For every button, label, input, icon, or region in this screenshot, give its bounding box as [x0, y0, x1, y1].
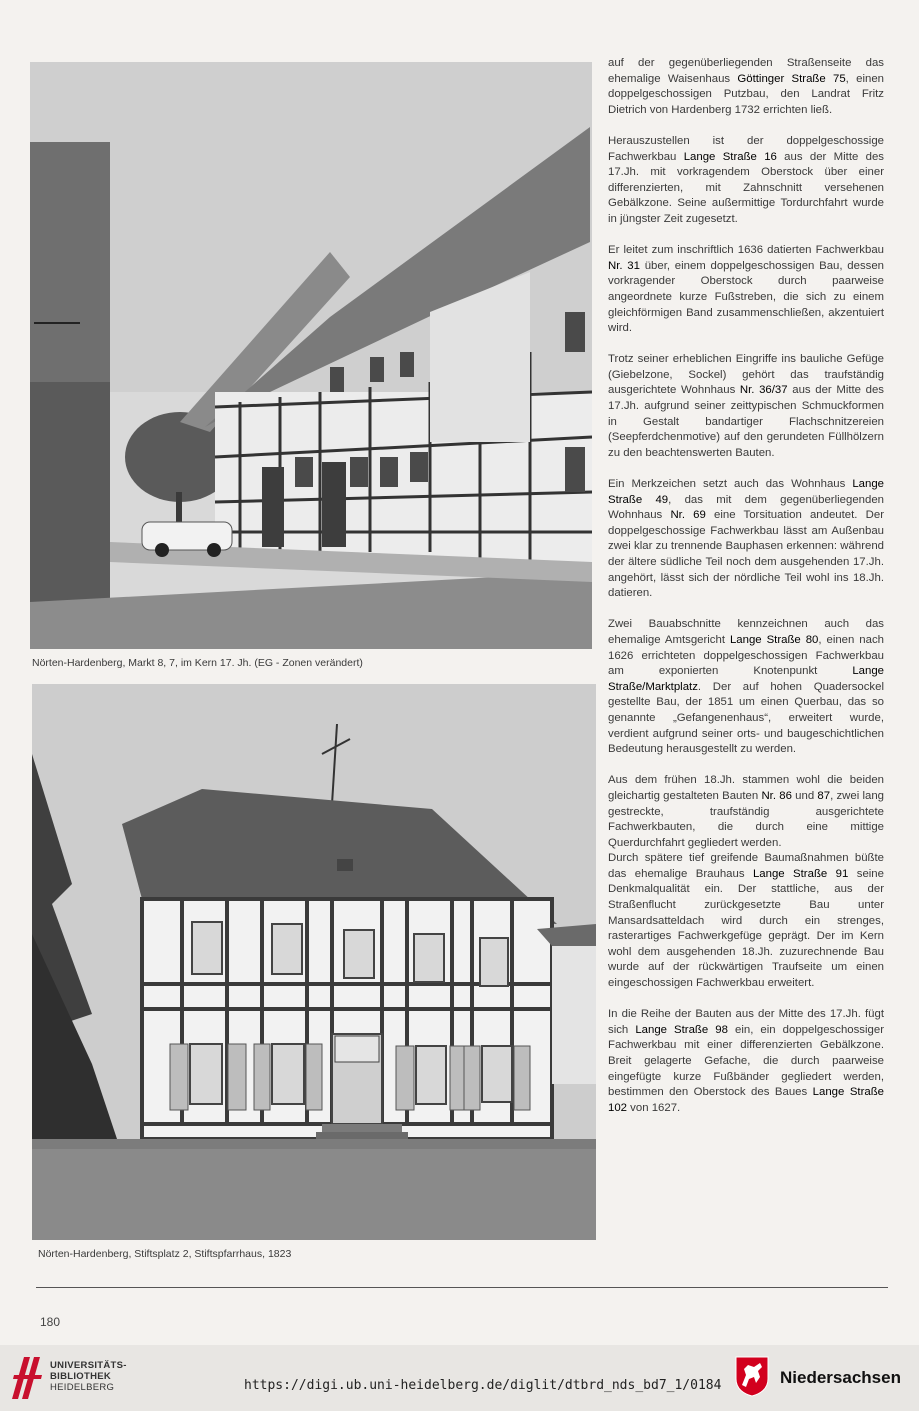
niedersachsen-horse-icon[interactable]: [734, 1355, 770, 1397]
text-run: und: [791, 789, 818, 802]
address-reference: Lange Straße/Marktplatz: [608, 665, 884, 693]
photo-markt-houses: [30, 62, 592, 649]
photo-stiftspfarrhaus: [32, 684, 596, 1240]
text-run: Ein Merkzeichen setzt auch das Wohnhaus: [608, 478, 853, 491]
address-reference: Nr. 31: [608, 259, 640, 272]
address-reference: 87: [817, 789, 831, 802]
document-url-link[interactable]: https://digi.ub.uni-heidelberg.de/diglit/dtbrd_nds_bd7_1/0184: [244, 1378, 722, 1393]
text-run: Er leitet zum inschriftlich 1636 datierten Fachwerkbau: [608, 244, 884, 257]
text-run: aus der Mitte des 17.Jh. mit vorkragendem Oberstock über einer differenzierten, mit Zahnschnitt versehenen Gebälkzone. Seine außermittige Tordurchfahrt wurde in jüngster Zeit zugesetzt.: [608, 150, 884, 225]
library-name-line1: UNIVERSITÄTS-: [50, 1360, 127, 1371]
address-reference: Lange Straße 49: [608, 478, 884, 506]
body-paragraph: [608, 56, 884, 118]
address-reference: Lange Straße 91: [752, 867, 849, 880]
photo-bottom-caption: Nörten-Hardenberg, Stiftsplatz 2, Stiftspfarrhaus, 1823: [38, 1248, 292, 1260]
address-reference: Lange Straße 80: [729, 633, 819, 646]
address-reference: Göttinger Straße 75: [737, 72, 846, 85]
body-paragraph: [608, 134, 884, 228]
address-reference: Lange Straße 98: [635, 1023, 728, 1036]
body-paragraph: [608, 851, 884, 991]
text-run: aus der Mitte des 17.Jh. aufgrund seiner zeittypischen Schmuckformen in Gestalt bandartiger Flachschnitzereien (Seepferdchenmotive) auf den gerundeten Füllhölzern zu den beachtenswerten Bauten.: [608, 384, 885, 459]
text-run: seine Denkmalqualität ein. Der stattliche, aus der Straßenflucht zurückgesetzte Bau unter Mansardsatteldach wird durch ein strenges, rasterartiges Fachwerkgefüge geprägt. Der im Kern wohl dem ausgehenden 18.Jh. zuzurechnende Bau wurde auf der rückwärtigen Traufseite um einen eingeschossigen Fachwerkbau erweitert.: [608, 867, 884, 990]
library-name: [50, 1360, 127, 1393]
address-reference: Nr. 69: [670, 509, 706, 522]
text-run: ein, ein doppelgeschossiger Fachwerkbau mit einer differenzierten Gebälkzone. Breit gelagerte Gefache, die durch paarweise eingefügte kurze Fußbänder gegliedert werden, bestimmen den Oberstock des Baues: [608, 1023, 884, 1099]
body-paragraph: [608, 477, 884, 602]
text-run: In die Reihe der Bauten aus der Mitte des 17.Jh. fügt sich: [608, 1008, 884, 1036]
address-reference: Nr. 86: [761, 789, 792, 802]
text-run: Aus dem frühen 18.Jh. stammen wohl die beiden gleichartig gestalteten Bauten: [608, 774, 884, 802]
text-run: , das mit dem gegenüberliegenden Wohnhaus: [608, 493, 884, 522]
address-reference: Nr. 36/37: [739, 384, 788, 397]
state-name: Niedersachsen: [780, 1368, 901, 1387]
photo-top-caption: Nörten-Hardenberg, Markt 8, 7, im Kern 17. Jh. (EG - Zonen verändert): [32, 657, 363, 669]
address-reference: Lange Straße 102: [608, 1086, 885, 1114]
text-run: Herauszustellen ist der doppelgeschossige Fachwerkbau: [608, 134, 884, 163]
text-run: . Der auf hohen Quadersockel gestellte Bau, der 1851 um einen Querbau, das so genannte „Gefangenenhaus“, erweitert wurde, verdient aufgrund seiner orts- und baugeschichtlichen Bedeutung herausgestellt zu werden.: [608, 680, 884, 756]
text-run: , einen doppelgeschossigen Putzbau, den Landrat Fritz Dietrich von Hardenberg 1732 errichten ließ.: [608, 72, 884, 116]
body-paragraph: [608, 617, 884, 757]
body-paragraph: [608, 352, 884, 461]
ub-heidelberg-logo-icon[interactable]: [10, 1355, 44, 1401]
text-run: eine Torsituation andeutet. Der doppelgeschossige Fachwerkbau lässt am Außenbau zwei klar zu trennende Bauphasen erkennen: während der ältere südliche Teil noch dem ausgehenden 17.Jh. angehört, lässt sich der nördliche Teil wohl ins 18.Jh. datieren.: [608, 509, 884, 600]
library-name-line2: BIBLIOTHEK: [50, 1371, 112, 1382]
text-run: , einen nach 1626 errichteten doppelgeschossigen Fachwerkbau am exponierten Knotenpunkt: [608, 633, 884, 678]
address-reference: Lange Straße 16: [683, 150, 777, 163]
page-number: 180: [40, 1315, 61, 1329]
text-run: auf der gegenüberliegenden Straßenseite das ehemalige Waisenhaus: [608, 57, 884, 85]
text-run: , zwei lang gestreckte, traufständig ausgerichtete Fachwerkbauten, die durch eine mittige Querdurchfahrt gegliedert werden.: [608, 789, 885, 849]
body-paragraph: [608, 773, 884, 851]
body-paragraph: [608, 1007, 884, 1116]
text-run: Durch spätere tief greifende Baumaßnahmen büßte das ehemalige Brauhaus: [608, 852, 884, 880]
text-run: von 1627.: [627, 1101, 681, 1114]
page-divider: [36, 1287, 888, 1288]
body-text-column: [608, 56, 884, 1132]
text-run: Zwei Bauabschnitte kennzeichnen auch das ehemalige Amtsgericht: [608, 618, 884, 646]
text-run: Trotz seiner erheblichen Eingriffe ins bauliche Gefüge (Giebelzone, Sockel) gehört das traufständig ausgerichtete Wohnhaus: [608, 353, 884, 397]
library-name-line3: HEIDELBERG: [50, 1382, 115, 1393]
viewer-footer: [0, 1345, 919, 1411]
text-run: über, einem doppelgeschossigen Bau, dessen vorkragender Oberstock durch paarweise angeordnete kurze Fußstreben, die sich zu einem gleichförmigen Band zusammenschließen, akzentuiert wird.: [608, 259, 884, 335]
body-paragraph: [608, 243, 884, 337]
